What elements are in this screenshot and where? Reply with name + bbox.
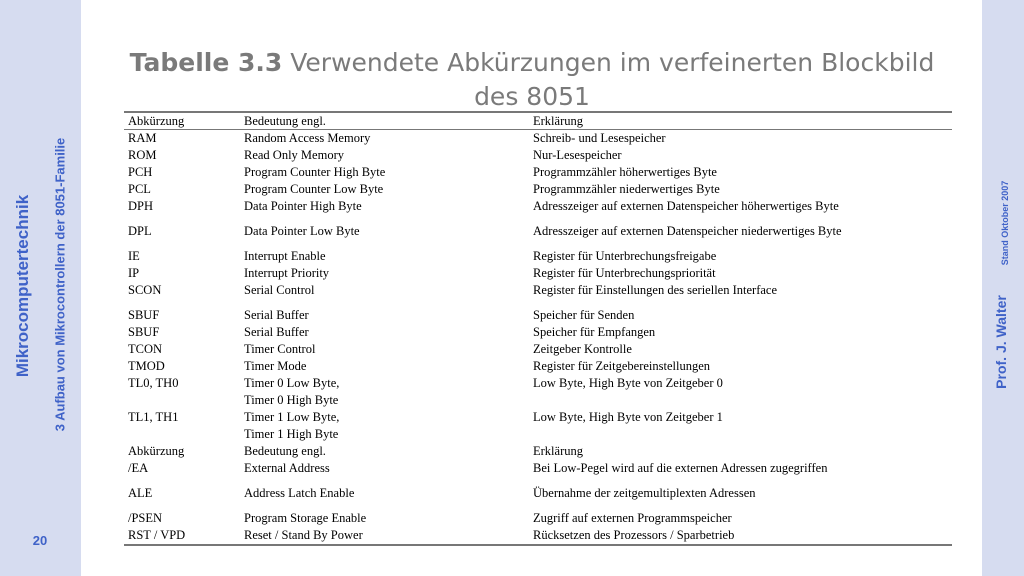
cell-erklaerung: Programmzähler niederwertiges Byte <box>533 182 720 196</box>
slide-title <box>128 46 936 114</box>
cell-abkuerzung: SBUF <box>128 308 160 322</box>
cell-bedeutung: Data Pointer Low Byte <box>244 224 360 238</box>
cell-bedeutung: Program Counter Low Byte <box>244 182 384 196</box>
author-name: Prof. J. Walter <box>993 295 1009 389</box>
table-row <box>124 443 952 460</box>
table-row <box>124 460 952 477</box>
stand-date: Stand Oktober 2007 <box>1000 180 1010 266</box>
cell-abkuerzung: TL1, TH1 <box>128 410 179 424</box>
cell-erklaerung: Zeitgeber Kontrolle <box>533 342 632 356</box>
abbreviation-table <box>124 111 952 546</box>
table-row <box>124 265 952 282</box>
table-row <box>124 181 952 198</box>
cell-erklaerung <box>529 426 952 443</box>
cell-abkuerzung: IE <box>128 249 140 263</box>
cell-bedeutung: Serial Buffer <box>244 308 309 322</box>
table-row <box>124 527 952 545</box>
cell-abkuerzung: PCH <box>128 165 153 179</box>
table-row <box>124 375 952 392</box>
table-row <box>124 198 952 215</box>
cell-bedeutung: Interrupt Enable <box>244 249 326 263</box>
cell-bedeutung: Serial Control <box>244 283 315 297</box>
cell-abkuerzung: SCON <box>128 283 162 297</box>
table-row <box>124 426 952 443</box>
cell-bedeutung: Address Latch Enable <box>244 486 355 500</box>
cell-erklaerung: Programmzähler höherwertiges Byte <box>533 165 717 179</box>
cell-erklaerung: Adresszeiger auf externen Datenspeicher höherwertiges Byte <box>533 199 839 213</box>
title-label: Tabelle 3.3 <box>129 48 283 77</box>
header-abkuerzung: Abkürzung <box>124 112 240 130</box>
table-row <box>124 324 952 341</box>
cell-erklaerung: Erklärung <box>533 444 583 458</box>
cell-bedeutung: Timer Mode <box>244 359 307 373</box>
cell-erklaerung <box>529 392 952 409</box>
cell-erklaerung: Adresszeiger auf externen Datenspeicher niederwertiges Byte <box>533 224 842 238</box>
table-row <box>124 282 952 299</box>
table-row <box>124 502 952 527</box>
cell-bedeutung: Interrupt Priority <box>244 266 330 280</box>
table-row <box>124 164 952 181</box>
cell-erklaerung: Register für Unterbrechungspriorität <box>533 266 716 280</box>
cell-bedeutung: Random Access Memory <box>244 131 371 145</box>
cell-abkuerzung: PCL <box>128 182 151 196</box>
page-number: 20 <box>32 533 48 548</box>
table-row <box>124 358 952 375</box>
table-row <box>124 409 952 426</box>
table-row <box>124 392 952 409</box>
cell-bedeutung: Serial Buffer <box>244 325 309 339</box>
cell-erklaerung: Low Byte, High Byte von Zeitgeber 1 <box>533 410 723 424</box>
header-bedeutung: Bedeutung engl. <box>240 112 529 130</box>
cell-bedeutung: Reset / Stand By Power <box>240 527 529 545</box>
cell-abkuerzung: TL0, TH0 <box>128 376 179 390</box>
cell-erklaerung: Register für Zeitgebereinstellungen <box>533 359 711 373</box>
cell-erklaerung: Übernahme der zeitgemultiplexten Adressen <box>533 486 756 500</box>
cell-bedeutung: External Address <box>244 461 330 475</box>
cell-erklaerung: Register für Unterbrechungsfreigabe <box>533 249 717 263</box>
cell-bedeutung: Read Only Memory <box>244 148 344 162</box>
table-row <box>124 130 952 148</box>
cell-abkuerzung: IP <box>128 266 140 280</box>
cell-bedeutung: Timer Control <box>244 342 316 356</box>
table-row <box>124 477 952 502</box>
cell-abkuerzung: Abkürzung <box>128 444 185 458</box>
cell-erklaerung: Register für Einstellungen des seriellen Interface <box>533 283 778 297</box>
title-text: Verwendete Abkürzungen im verfeinerten Blockbild des 8051 <box>290 48 935 111</box>
cell-erklaerung: Rücksetzen des Prozessors / Sparbetrieb <box>529 527 952 545</box>
cell-abkuerzung: /EA <box>128 461 149 475</box>
chapter-title: 3 Aufbau von Mikrocontrollern der 8051-Familie <box>52 137 68 432</box>
cell-abkuerzung: TCON <box>128 342 163 356</box>
header-erklaerung: Erklärung <box>529 112 952 130</box>
course-title: Mikrocomputertechnik <box>13 194 32 378</box>
cell-erklaerung: Nur-Lesespeicher <box>533 148 622 162</box>
cell-abkuerzung: DPL <box>128 224 152 238</box>
cell-abkuerzung: ALE <box>128 486 153 500</box>
cell-bedeutung: Timer 0 High Byte <box>244 393 339 407</box>
cell-bedeutung: Bedeutung engl. <box>244 444 326 458</box>
cell-bedeutung: Timer 1 High Byte <box>244 427 339 441</box>
cell-abkuerzung <box>124 392 240 409</box>
table-row <box>124 341 952 358</box>
cell-erklaerung: Schreib- und Lesespeicher <box>533 131 666 145</box>
cell-bedeutung: Timer 1 Low Byte, <box>244 410 340 424</box>
cell-abkuerzung: SBUF <box>128 325 160 339</box>
cell-abkuerzung: ROM <box>128 148 157 162</box>
cell-abkuerzung: TMOD <box>128 359 165 373</box>
cell-erklaerung: Low Byte, High Byte von Zeitgeber 0 <box>533 376 723 390</box>
table-row <box>124 240 952 265</box>
cell-abkuerzung: RAM <box>128 131 157 145</box>
table-row <box>124 147 952 164</box>
cell-erklaerung: Speicher für Senden <box>533 308 635 322</box>
table-row <box>124 215 952 240</box>
cell-bedeutung: Timer 0 Low Byte, <box>244 376 340 390</box>
cell-bedeutung: Data Pointer High Byte <box>244 199 362 213</box>
table-row <box>124 299 952 324</box>
cell-bedeutung: Program Counter High Byte <box>244 165 386 179</box>
cell-erklaerung: Bei Low-Pegel wird auf die externen Adressen zugegriffen <box>533 461 828 475</box>
cell-abkuerzung <box>124 426 240 443</box>
cell-bedeutung: Program Storage Enable <box>244 511 367 525</box>
table-body <box>124 112 952 545</box>
cell-abkuerzung: /PSEN <box>128 511 163 525</box>
cell-abkuerzung: DPH <box>128 199 154 213</box>
table-header-row <box>124 112 952 130</box>
cell-erklaerung: Speicher für Empfangen <box>533 325 656 339</box>
cell-erklaerung: Zugriff auf externen Programmspeicher <box>533 511 732 525</box>
cell-abkuerzung: RST / VPD <box>124 527 240 545</box>
